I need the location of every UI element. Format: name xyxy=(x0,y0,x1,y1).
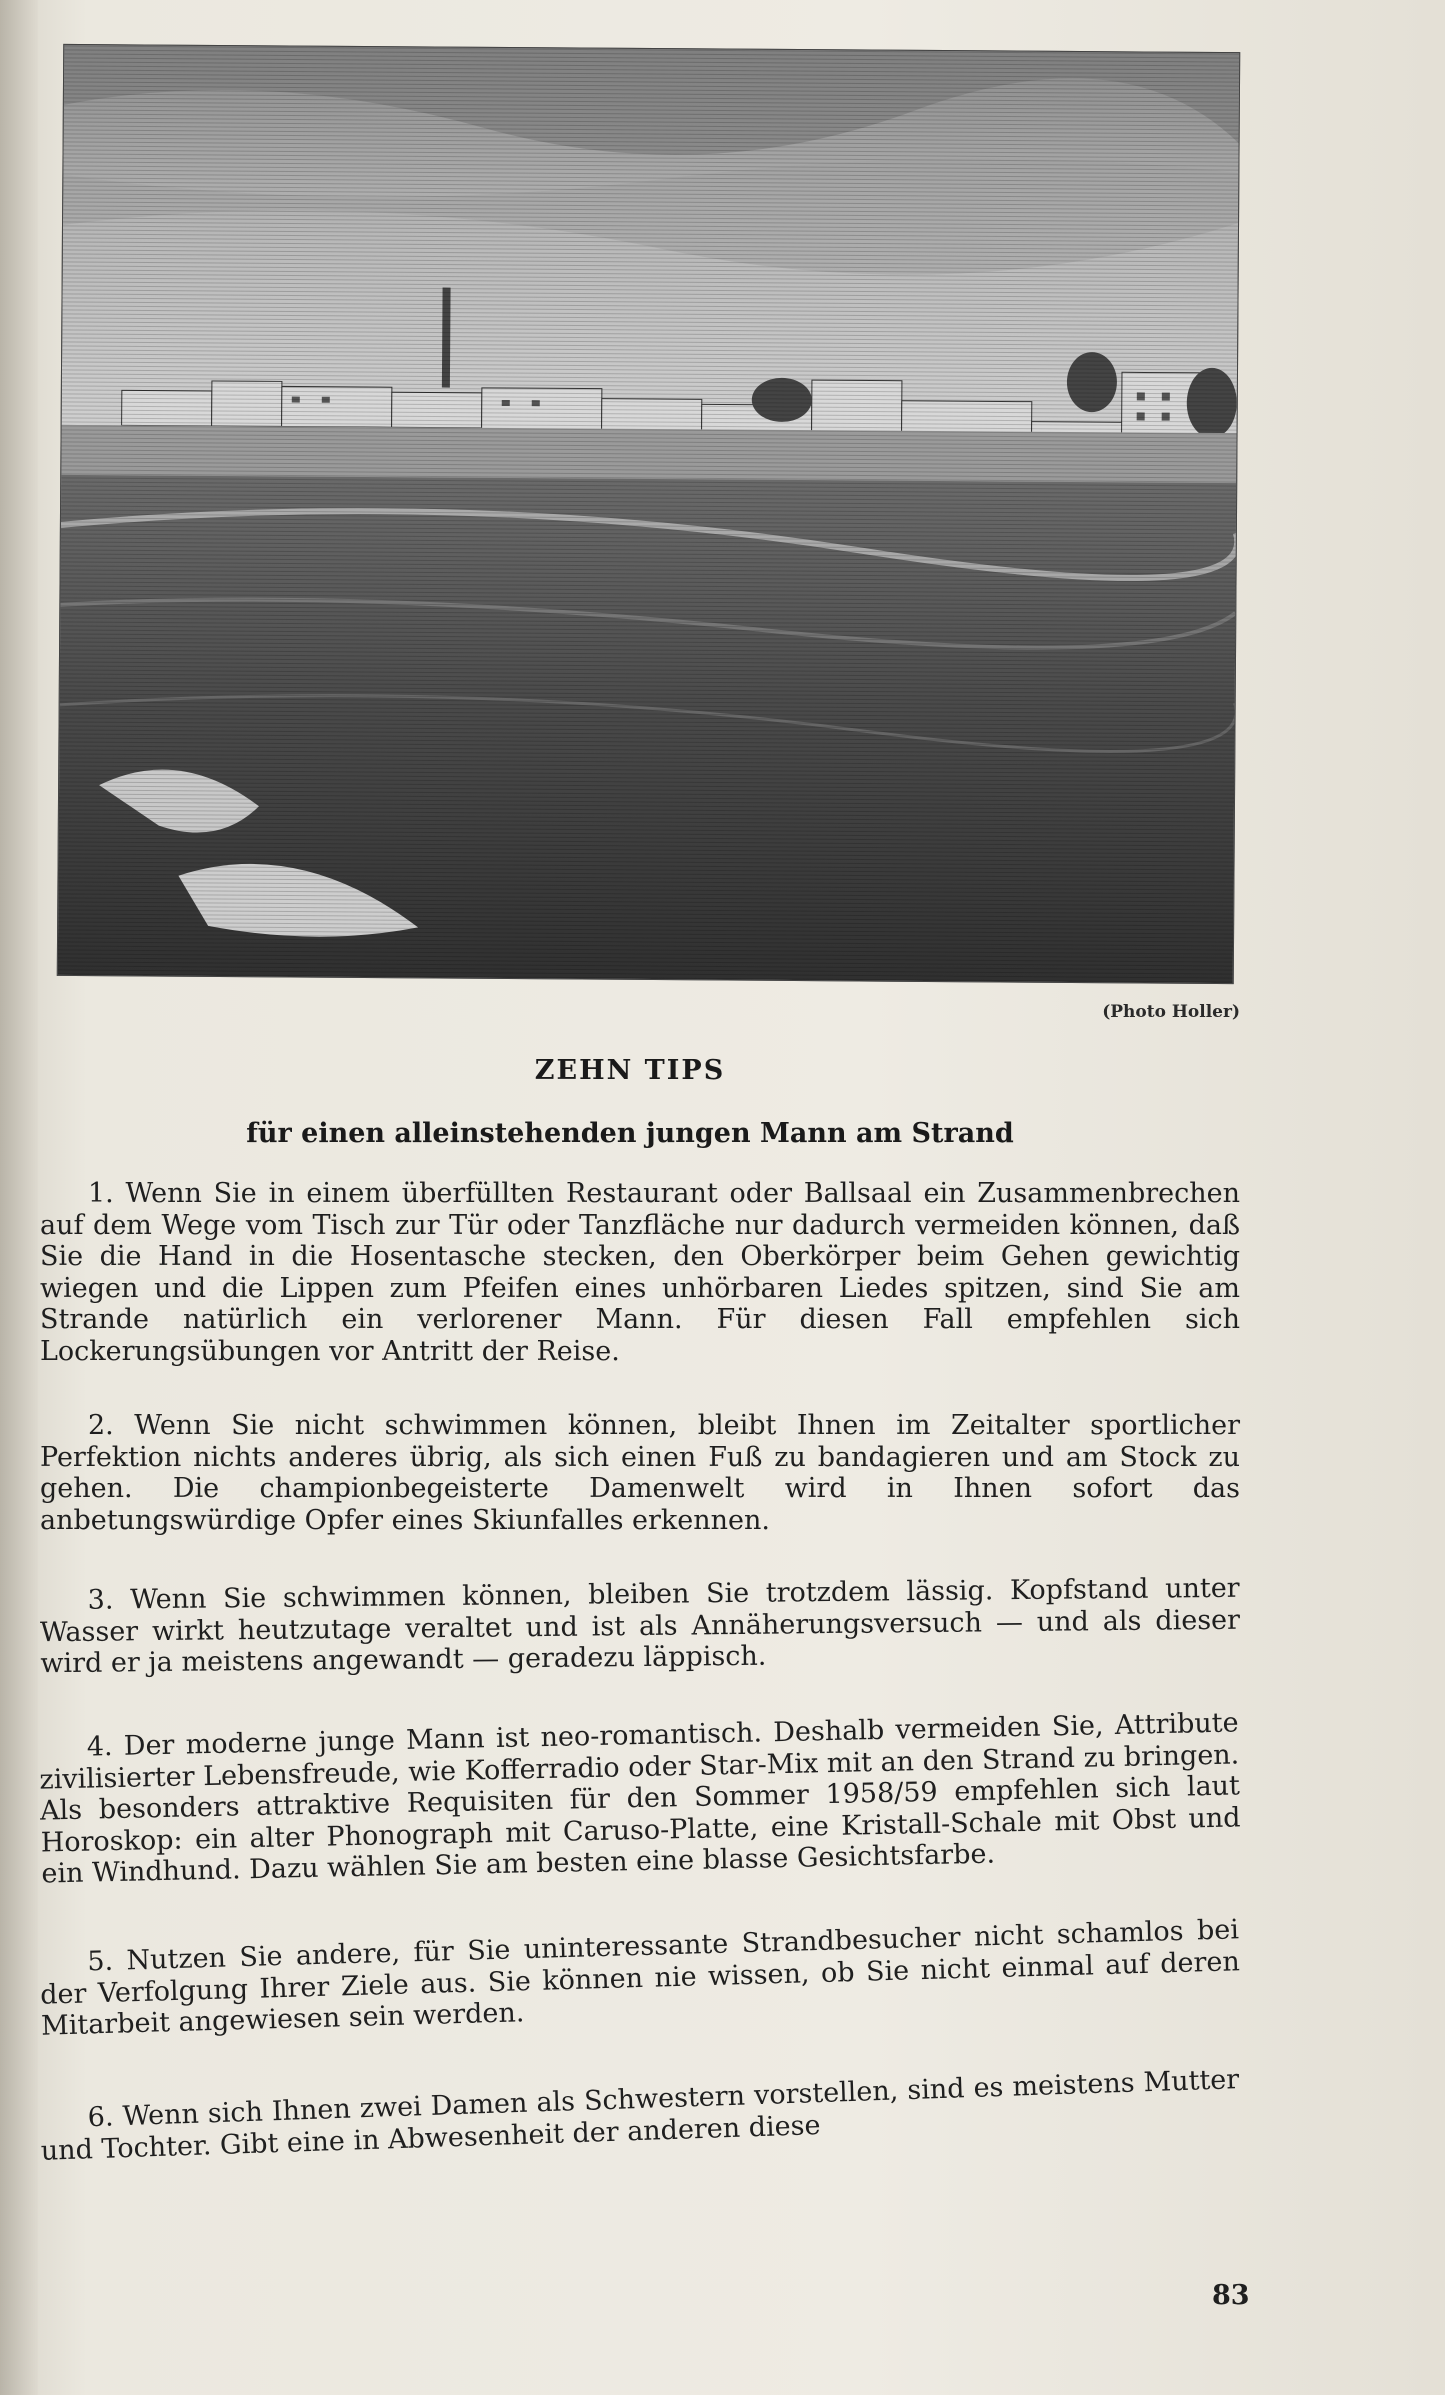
photo-image xyxy=(58,45,1239,983)
tip-paragraph: 5. Nutzen Sie andere, für Sie uninteressante Strandbesucher nicht schamlos bei der Verfolgung Ihrer Ziele aus. Sie können nie wissen, ob Sie nicht einmal auf deren Mitarbeit angewiesen sein werden. xyxy=(39,1914,1241,2042)
page-number: 83 xyxy=(1212,2280,1250,2311)
page-gutter xyxy=(0,0,38,2395)
tip-paragraph: 1. Wenn Sie in einem überfüllten Restaurant oder Ballsaal ein Zusammenbrechen auf dem Wege vom Tisch zur Tür oder Tanzfläche nur dadurch vermeiden können, daß Sie die Hand in die Hosentasche stecken, den Oberkörper beim Gehen gewichtig wiegen und die Lippen zum Pfeifen eines unhörbaren Liedes spitzen, sind Sie am Strande natürlich ein verlorener Mann. Für diesen Fall empfehlen sich Lockerungsübungen vor Antritt der Reise. xyxy=(40,1178,1240,1367)
tip-paragraph: 3. Wenn Sie schwimmen können, bleiben Sie trotzdem lässig. Kopfstand unter Wasser wirkt heutzutage veraltet und ist als Annäherungsversuch — und als dieser wird er ja meistens angewandt — geradezu läppisch. xyxy=(39,1572,1241,1680)
tip-paragraph: 2. Wenn Sie nicht schwimmen können, bleibt Ihnen im Zeitalter sportlicher Perfektion nichts anderes übrig, als sich einen Fuß zu bandagieren und am Stock zu gehen. Die championbegeisterte Damenwelt wird in Ihnen sofort das anbetungswürdige Opfer eines Skiunfalles erkennen. xyxy=(40,1410,1240,1536)
tip-paragraph: 6. Wenn sich Ihnen zwei Damen als Schwestern vorstellen, sind es meistens Mutter und Tochter. Gibt eine in Abwesenheit der anderen diese xyxy=(40,2063,1240,2166)
beach-village-photo xyxy=(57,44,1240,984)
article-subheading: für einen alleinstehenden jungen Mann am Strand xyxy=(246,1118,1014,1149)
tip-paragraph: 4. Der moderne junge Mann ist neo-romantisch. Deshalb vermeiden Sie, Attribute zivilisierter Lebensfreude, wie Kofferradio oder Star-Mix mit an den Strand zu bringen. Als besonders attraktive Requisiten für den Sommer 1958/59 empfehlen sich laut Horoskop: ein alter Phonograph mit Caruso-Platte, eine Kristall-Schale mit Obst und ein Windhund. Dazu wählen Sie am besten eine blasse Gesichtsfarbe. xyxy=(39,1706,1241,1890)
photo-credit: (Photo Holler) xyxy=(1102,1002,1240,1022)
tips-list xyxy=(40,1178,1240,2190)
article-heading: ZEHN TIPS xyxy=(534,1055,726,1086)
